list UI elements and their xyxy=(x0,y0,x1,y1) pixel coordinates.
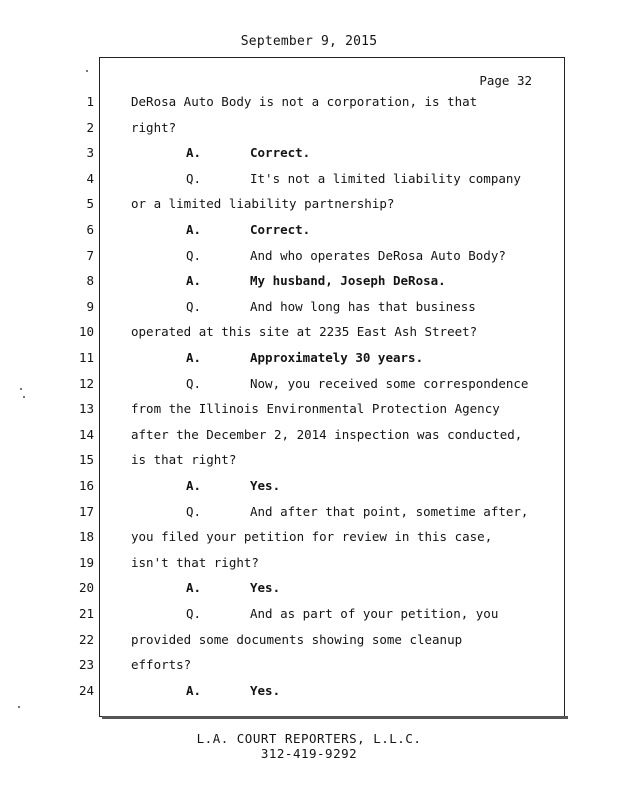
transcript-date-header: September 9, 2015 xyxy=(240,34,378,49)
transcript-line xyxy=(131,222,561,237)
line-content: Approximately 30 years. xyxy=(250,350,424,365)
transcript-line xyxy=(131,529,561,544)
line-number: 7 xyxy=(86,248,94,263)
transcript-line xyxy=(131,196,561,211)
line-content: Yes. xyxy=(250,478,281,493)
line-content: provided some documents showing some cleanup xyxy=(131,632,463,647)
line-number: 11 xyxy=(78,350,94,365)
footer-phone: 312-419-9292 xyxy=(260,746,358,761)
line-number: 1 xyxy=(86,94,94,109)
line-number: 19 xyxy=(78,555,94,570)
line-content: right? xyxy=(131,120,177,135)
line-number: 3 xyxy=(86,145,94,160)
line-number: 13 xyxy=(78,401,94,416)
line-content: Yes. xyxy=(250,580,281,595)
transcript-line xyxy=(131,683,561,698)
line-content: My husband, Joseph DeRosa. xyxy=(250,273,446,288)
page-number-label: Page 32 xyxy=(479,73,532,88)
line-content: It's not a limited liability company xyxy=(250,171,521,186)
speaker-label: A. xyxy=(186,145,202,160)
speaker-label: Q. xyxy=(186,504,202,519)
line-content: you filed your petition for review in this case, xyxy=(131,529,493,544)
line-number: 15 xyxy=(78,452,94,467)
transcript-line xyxy=(131,580,561,595)
scan-speck xyxy=(18,706,20,708)
line-number: 4 xyxy=(86,171,94,186)
line-content: Correct. xyxy=(250,145,311,160)
line-content: DeRosa Auto Body is not a corporation, is that xyxy=(131,94,478,109)
speaker-label: A. xyxy=(186,222,202,237)
line-content: isn't that right? xyxy=(131,555,259,570)
line-content: And how long has that business xyxy=(250,299,476,314)
speaker-label: A. xyxy=(186,478,202,493)
line-content: efforts? xyxy=(131,657,192,672)
transcript-line xyxy=(131,376,561,391)
speaker-label: A. xyxy=(186,683,202,698)
transcript-line xyxy=(131,324,561,339)
line-number: 2 xyxy=(86,120,94,135)
transcript-line xyxy=(131,401,561,416)
transcript-line xyxy=(131,478,561,493)
line-content: Yes. xyxy=(250,683,281,698)
line-content: operated at this site at 2235 East Ash Street? xyxy=(131,324,478,339)
transcript-line xyxy=(131,555,561,570)
transcript-line xyxy=(131,452,561,467)
speaker-label: Q. xyxy=(186,299,202,314)
transcript-line xyxy=(131,273,561,288)
line-content: And who operates DeRosa Auto Body? xyxy=(250,248,506,263)
line-number: 16 xyxy=(78,478,94,493)
scan-speck xyxy=(23,396,25,398)
line-content: after the December 2, 2014 inspection was conducted, xyxy=(131,427,523,442)
line-number: 9 xyxy=(86,299,94,314)
footer-company: L.A. COURT REPORTERS, L.L.C. xyxy=(196,731,422,746)
line-content: Correct. xyxy=(250,222,311,237)
line-number: 22 xyxy=(78,632,94,647)
line-number: 23 xyxy=(78,657,94,672)
transcript-line xyxy=(131,427,561,442)
line-number: 8 xyxy=(86,273,94,288)
line-number: 12 xyxy=(78,376,94,391)
line-number: 20 xyxy=(78,580,94,595)
transcript-line xyxy=(131,171,561,186)
speaker-label: Q. xyxy=(186,171,202,186)
line-number: 17 xyxy=(78,504,94,519)
transcript-line xyxy=(131,657,561,672)
line-number: 24 xyxy=(78,683,94,698)
line-number: 5 xyxy=(86,196,94,211)
transcript-line xyxy=(131,94,561,109)
transcript-line xyxy=(131,248,561,263)
speaker-label: A. xyxy=(186,350,202,365)
frame-bottom-shadow xyxy=(102,716,568,719)
line-number: 21 xyxy=(78,606,94,621)
line-number: 14 xyxy=(78,427,94,442)
line-content: is that right? xyxy=(131,452,237,467)
line-number: 6 xyxy=(86,222,94,237)
speaker-label: Q. xyxy=(186,376,202,391)
line-content: And as part of your petition, you xyxy=(250,606,499,621)
speaker-label: A. xyxy=(186,273,202,288)
transcript-line xyxy=(131,632,561,647)
line-number: 10 xyxy=(78,324,94,339)
line-content: Now, you received some correspondence xyxy=(250,376,529,391)
transcript-line xyxy=(131,504,561,519)
transcript-line xyxy=(131,606,561,621)
scan-speck xyxy=(20,388,22,390)
speaker-label: Q. xyxy=(186,606,202,621)
transcript-line xyxy=(131,145,561,160)
line-content: or a limited liability partnership? xyxy=(131,196,395,211)
line-number: 18 xyxy=(78,529,94,544)
speaker-label: A. xyxy=(186,580,202,595)
line-content: And after that point, sometime after, xyxy=(250,504,529,519)
transcript-line xyxy=(131,299,561,314)
scan-speck xyxy=(86,70,88,72)
line-content: from the Illinois Environmental Protection Agency xyxy=(131,401,500,416)
transcript-line xyxy=(131,120,561,135)
transcript-line xyxy=(131,350,561,365)
speaker-label: Q. xyxy=(186,248,202,263)
